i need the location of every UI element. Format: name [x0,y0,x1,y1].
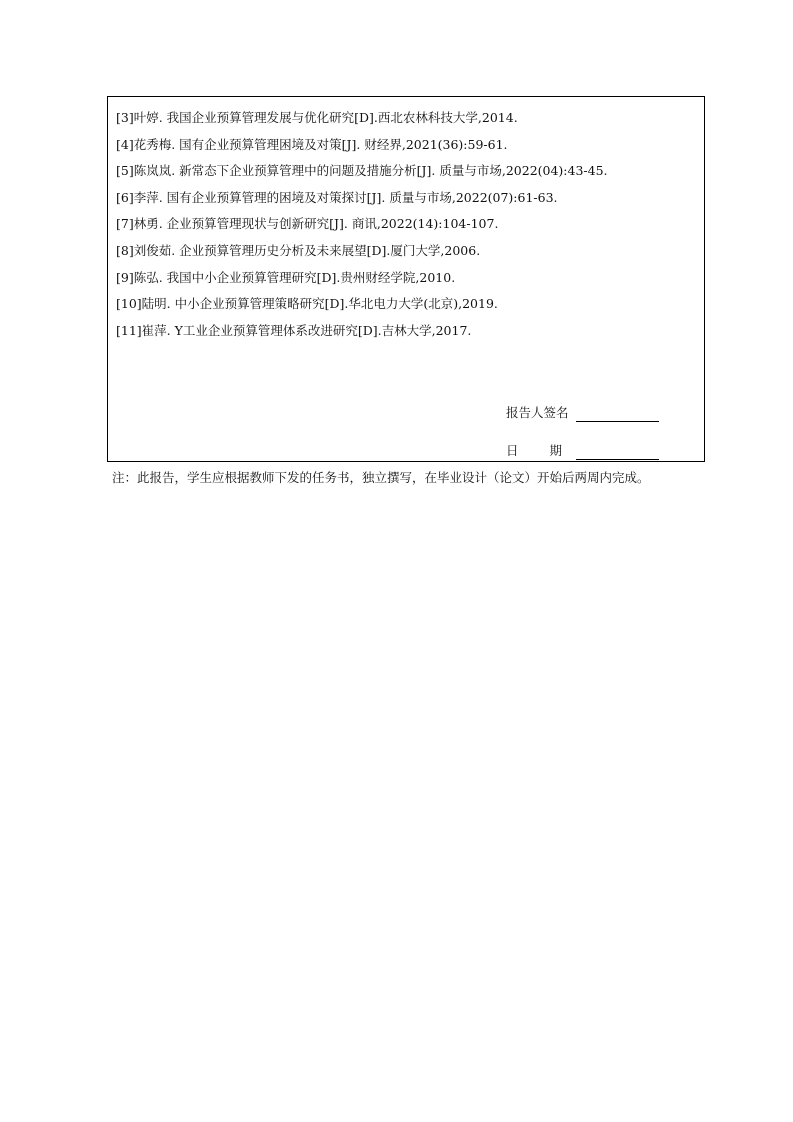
reference-item: [10]陆明. 中小企业预算管理策略研究[D].华北电力大学(北京),2019. [116,296,498,312]
reference-item: [11]崔萍. Y工业企业预算管理体系改进研究[D].吉林大学,2017. [116,322,472,338]
footnote: 注：此报告，学生应根据教师下发的任务书，独立撰写，在毕业设计（论文）开始后两周内完成。 [112,470,650,485]
reporter-signature-line[interactable] [576,407,659,422]
reference-item: [4]花秀梅. 国有企业预算管理困境及对策[J]. 财经界,2021(36):59-61. [116,136,508,152]
date-label [506,442,576,460]
reference-item: [9]陈弘. 我国中小企业预算管理研究[D].贵州财经学院,2010. [116,269,456,285]
report-box [107,96,705,462]
reporter-signature-row [506,404,659,422]
date-label-first: 日 [506,443,519,458]
reference-item: [7]林勇. 企业预算管理现状与创新研究[J]. 商讯,2022(14):104-107. [116,216,499,232]
reference-item: [3]叶婷. 我国企业预算管理发展与优化研究[D].西北农林科技大学,2014. [116,110,518,125]
reference-item: [5]陈岚岚. 新常态下企业预算管理中的问题及措施分析[J]. 质量与市场,2022(04):43-45. [116,163,608,179]
date-row [506,442,659,460]
reference-list [116,105,698,344]
date-label-second: 期 [549,443,563,458]
reference-item: [8]刘俊茹. 企业预算管理历史分析及未来展望[D].厦门大学,2006. [116,242,481,258]
reporter-signature-label: 报告人签名 [506,405,569,420]
date-line[interactable] [576,445,659,460]
reference-item: [6]李萍. 国有企业预算管理的困境及对策探讨[J]. 质量与市场,2022(07):61-63. [116,189,558,205]
